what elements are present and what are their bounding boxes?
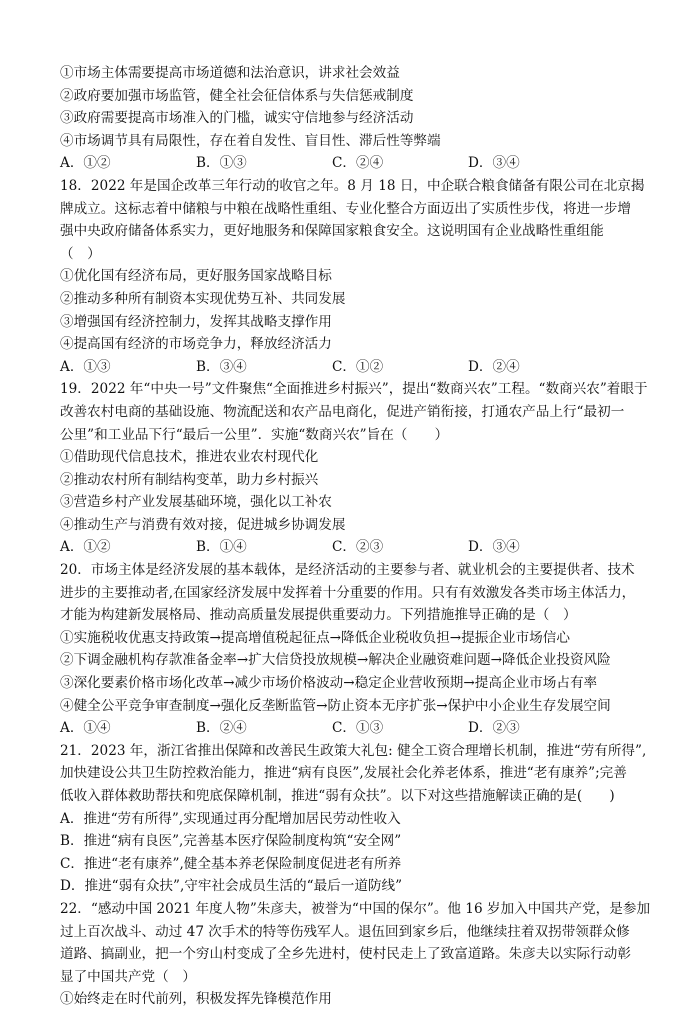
option-b: B．①③ [196, 155, 247, 172]
choice-b: B．推进“病有良医”,完善基本医疗保险制度构筑“安全网” [60, 833, 402, 850]
question-stem: 进步的主要推动者,在国家经济发展中发挥着十分重要的作用。只有有效激发各类市场主体活力， [60, 584, 636, 601]
question-17-tail [60, 62, 640, 175]
question-stem: 道路、搞副业，把一个穷山村变成了全乡先进村，使村民走上了致富道路。朱彦夫以实际行动彰 [60, 946, 631, 963]
question-18 [60, 175, 645, 378]
question-22 [60, 898, 651, 1011]
choice-c: C．推进“老有康养”,健全基本养老保险制度促进老有所养 [60, 855, 402, 872]
choice-a: A．推进“劳有所得”,实现通过再分配增加居民劳动性收入 [60, 810, 401, 827]
statement: ②政府要加强市场监管，健全社会征信体系与失信惩戒制度 [60, 87, 414, 104]
question-stem: 18．2022 年是国企改革三年行动的收官之年。8 月 18 日，中企联合粮食储备有限公司在北京揭 [60, 177, 645, 194]
question-stem: 19．2022 年“中央一号”文件聚焦“全面推进乡村振兴”，提出“数商兴农”工程。“数商兴农”着眼于 [60, 381, 648, 398]
statement: ③增强国有经济控制力，发挥其战略支撑作用 [60, 313, 332, 330]
question-stem: 20．市场主体是经济发展的基本载体，是经济活动的主要参与者、就业机会的主要提供者、技术 [60, 562, 635, 579]
option-b: B．②④ [196, 720, 247, 737]
option-d: D．②④ [468, 358, 520, 375]
statement: ④健全公平竞争审查制度→强化反垄断监管→防止资本无序扩张→保护中小企业生存发展空间 [60, 697, 611, 714]
answer-options [60, 536, 640, 559]
option-a: A．①② [60, 539, 111, 556]
answer-options [60, 152, 640, 175]
question-stem: 改善农村电商的基础设施、物流配送和农产品电商化，促进产销衔接，打通农产品上行“最初一 [60, 403, 625, 420]
question-stem: 过上百次战斗、动过 47 次手术的特等伤残军人。退伍回到家乡后，他继续拄着双拐带领群众修 [60, 923, 630, 940]
question-stem: 牌成立。这标志着中储粮与中粮在战略性重组、专业化整合方面迈出了实质性步伐，将进一步增 [60, 200, 631, 217]
option-a: A．①③ [60, 358, 111, 375]
statement: ②推动农村所有制结构变革，助力乡村振兴 [60, 471, 319, 488]
statement: ④市场调节具有局限性，存在着自发性、盲目性、滞后性等弊端 [60, 132, 441, 149]
option-a: A．①④ [60, 720, 111, 737]
choice-d: D．推进“弱有众扶”,守牢社会成员生活的“最后一道防线” [60, 878, 403, 895]
option-c: C．②③ [332, 539, 384, 556]
option-b: B．①④ [196, 539, 247, 556]
question-stem: 21．2023 年，浙江省推出保障和改善民生政策大礼包: 健全工资合理增长机制，推进“劳有所得”, [60, 742, 647, 759]
answer-options [60, 356, 640, 379]
question-19 [60, 378, 648, 559]
option-c: C．②④ [332, 155, 384, 172]
statement: ③深化要素价格市场化改革→减少市场价格波动→稳定企业营收预期→提高企业市场占有率 [60, 675, 598, 692]
answer-options [60, 717, 640, 740]
option-d: D．③④ [468, 155, 520, 172]
statement: ①借助现代信息技术，推进农业农村现代化 [60, 449, 319, 466]
statement: ④提高国有经济的市场竞争力，释放经济活力 [60, 336, 332, 353]
question-stem: 显了中国共产党（ ） [60, 968, 196, 985]
question-stem: 加快建设公共卫生防控救治能力，推进“病有良医”,发展社会化养老体系，推进“老有康养”;完善 [60, 765, 627, 782]
statement: ①市场主体需要提高市场道德和法治意识，讲求社会效益 [60, 65, 400, 81]
statement: ①始终走在时代前列，积极发挥先锋模范作用 [60, 991, 332, 1008]
question-20 [60, 559, 640, 740]
question-stem: 低收入群体救助帮扶和兜底保障机制，推进“弱有众扶”。以下对这些措施解读正确的是( ) [60, 788, 615, 804]
question-stem: 强中央政府储备体系实力，更好地服务和保障国家粮食安全。这说明国有企业战略性重组能 [60, 223, 604, 240]
statement: ④推动生产与消费有效对接，促进城乡协调发展 [60, 516, 346, 533]
question-stem: 才能为构建新发展格局、推动高质量发展提供重要动力。下列措施推导正确的是（ ） [60, 607, 577, 624]
question-stem: （ ） [60, 245, 101, 262]
option-c: C．①② [332, 358, 384, 375]
question-stem: 22．“感动中国 2021 年度人物”朱彦夫，被誉为“中国的保尔”。他 16 岁加入中国共产党，是参加 [60, 900, 651, 917]
option-b: B．③④ [196, 358, 247, 375]
option-a: A．①② [60, 155, 111, 172]
statement: ①优化国有经济布局，更好服务国家战略目标 [60, 268, 332, 285]
statement: ②推动多种所有制资本实现优势互补、共同发展 [60, 290, 346, 307]
question-21 [60, 740, 647, 898]
option-d: D．②③ [468, 720, 520, 737]
statement: ②下调金融机构存款准备金率→扩大信贷投放规模→解决企业融资难问题→降低企业投资风险 [60, 652, 611, 669]
statement: ③营造乡村产业发展基础环境，强化以工补农 [60, 494, 332, 511]
option-d: D．③④ [468, 539, 520, 556]
option-c: C．①③ [332, 720, 384, 737]
statement: ①实施税收优惠支持政策→提高增值税起征点→降低企业税收负担→提振企业市场信心 [60, 629, 570, 646]
question-stem: 公里”和工业品下行“最后一公里”．实施“数商兴农”旨在（ ） [60, 426, 449, 443]
exam-page [60, 62, 651, 1011]
statement: ③政府需要提高市场准入的门槛，诚实守信地参与经济活动 [60, 110, 414, 127]
